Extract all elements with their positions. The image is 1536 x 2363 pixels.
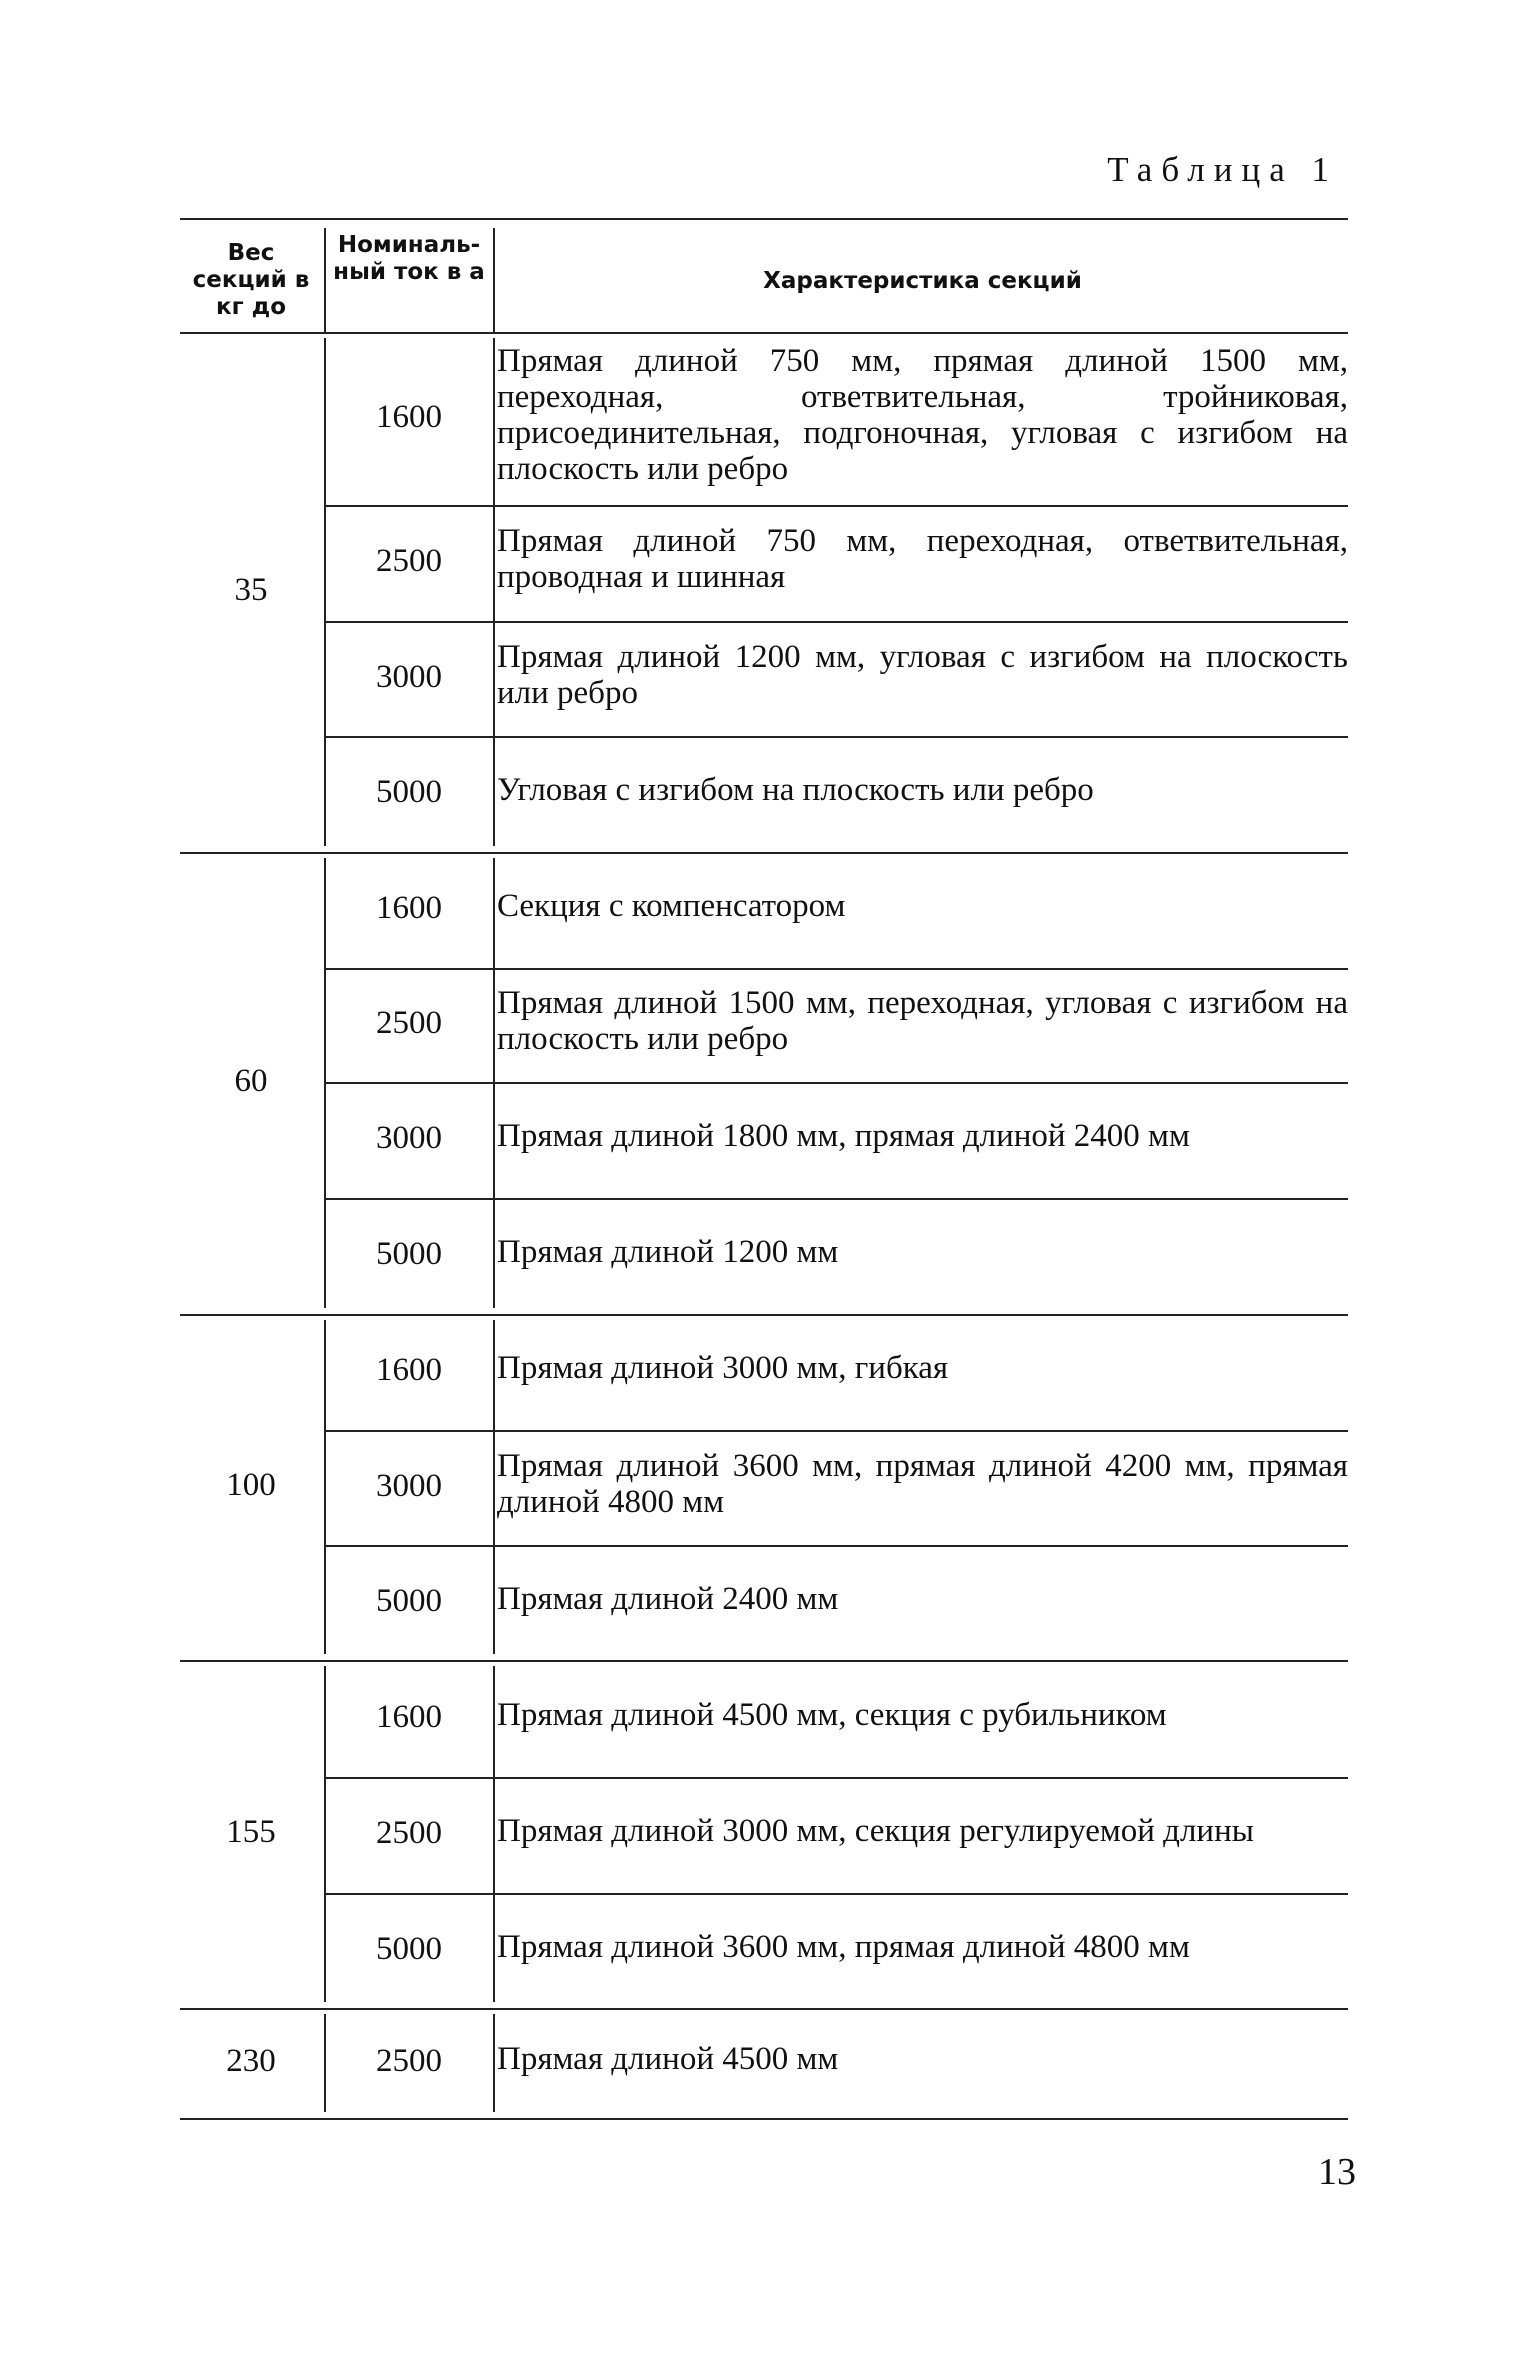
description-cell: Прямая длиной 3000 мм, гибкая: [497, 1350, 949, 1386]
weight-cell: 35: [234, 572, 268, 608]
current-cell: 2500: [376, 543, 442, 579]
weight-cell: 60: [234, 1063, 268, 1099]
row-separator: [324, 1430, 1348, 1432]
current-cell: 2500: [376, 1815, 442, 1851]
description-cell: Прямая длиной 3600 мм, прямая длиной 4800 мм: [497, 1928, 1190, 1965]
description-cell: Угловая с изгибом на плоскость или ребро: [497, 772, 1094, 808]
weight-cell: 155: [226, 1814, 276, 1850]
column-divider-current: [324, 338, 326, 846]
column-divider-description: [493, 2014, 495, 2112]
current-cell: 1600: [376, 1698, 442, 1735]
row-separator: [324, 1545, 1348, 1547]
column-divider-description: [493, 1320, 495, 1654]
description-cell: Прямая длиной 1200 мм, угловая с изгибом на плоскость или ребро: [497, 638, 1348, 711]
row-separator: [324, 1198, 1348, 1200]
description-cell: Прямая длиной 1800 мм, прямая длиной 2400 мм: [497, 1118, 1190, 1154]
current-cell: 5000: [376, 1930, 442, 1967]
row-separator: [324, 1777, 1348, 1779]
column-divider-description: [493, 338, 495, 846]
description-cell: Прямая длиной 4500 мм: [497, 2041, 839, 2077]
description-cell: Секция с компенсатором: [497, 888, 846, 924]
current-cell: 1600: [376, 398, 442, 435]
row-separator: [324, 1082, 1348, 1084]
group-separator: [180, 852, 1348, 854]
current-cell: 2500: [376, 2043, 442, 2079]
weight-cell: 230: [226, 2043, 276, 2079]
weight-cell: 100: [226, 1467, 276, 1503]
row-separator: [324, 505, 1348, 507]
header-description: Характеристика секций: [763, 268, 1082, 294]
group-separator: [180, 1660, 1348, 1662]
description-cell: Прямая длиной 3600 мм, прямая длиной 4200 мм, прямая длиной 4800 мм: [497, 1447, 1348, 1520]
current-cell: 1600: [376, 1352, 442, 1388]
group-separator: [180, 2008, 1348, 2010]
current-cell: 5000: [376, 1236, 442, 1272]
current-cell: 5000: [376, 1582, 442, 1619]
current-cell: 2500: [376, 1005, 442, 1041]
description-cell: Прямая длиной 2400 мм: [497, 1580, 839, 1617]
description-cell: Прямая длиной 1500 мм, переходная, угловая с изгибом на плоскость или ребро: [497, 985, 1348, 1057]
column-divider-description: [493, 1666, 495, 2002]
current-cell: 3000: [376, 658, 442, 695]
row-separator: [324, 621, 1348, 623]
description-cell: Прямая длиной 750 мм, переходная, ответвительная, проводная и шинная: [497, 523, 1348, 595]
page-number: 13: [1318, 2151, 1356, 2193]
header-divider-2: [493, 228, 495, 332]
row-separator: [324, 968, 1348, 970]
header-bottom-rule: [180, 332, 1348, 334]
group-separator: [180, 1314, 1348, 1316]
row-separator: [324, 736, 1348, 738]
column-divider-current: [324, 1320, 326, 1654]
description-cell: Прямая длиной 750 мм, прямая длиной 1500 мм, переходная, ответвительная, тройниковая, присоединительная, подгоночная, угловая с изгибом на плоскость или ребро: [497, 342, 1348, 487]
row-separator: [324, 1893, 1348, 1895]
group-separator: [180, 2118, 1348, 2120]
current-cell: 1600: [376, 890, 442, 926]
current-cell: 5000: [376, 774, 442, 810]
header-weight: Вес секций в кг до: [192, 240, 310, 320]
description-cell: Прямая длиной 3000 мм, секция регулируемой длины: [497, 1813, 1254, 1849]
header-divider-1: [324, 228, 326, 332]
description-cell: Прямая длиной 1200 мм: [497, 1234, 839, 1270]
table-caption: Таблица 1: [1107, 150, 1338, 189]
column-divider-current: [324, 2014, 326, 2112]
column-divider-current: [324, 1666, 326, 2002]
header-current: Номиналь-ный ток в а: [333, 232, 485, 285]
description-cell: Прямая длиной 4500 мм, секция с рубильником: [497, 1696, 1167, 1733]
table-top-rule: [180, 218, 1348, 220]
current-cell: 3000: [376, 1120, 442, 1156]
current-cell: 3000: [376, 1467, 442, 1504]
